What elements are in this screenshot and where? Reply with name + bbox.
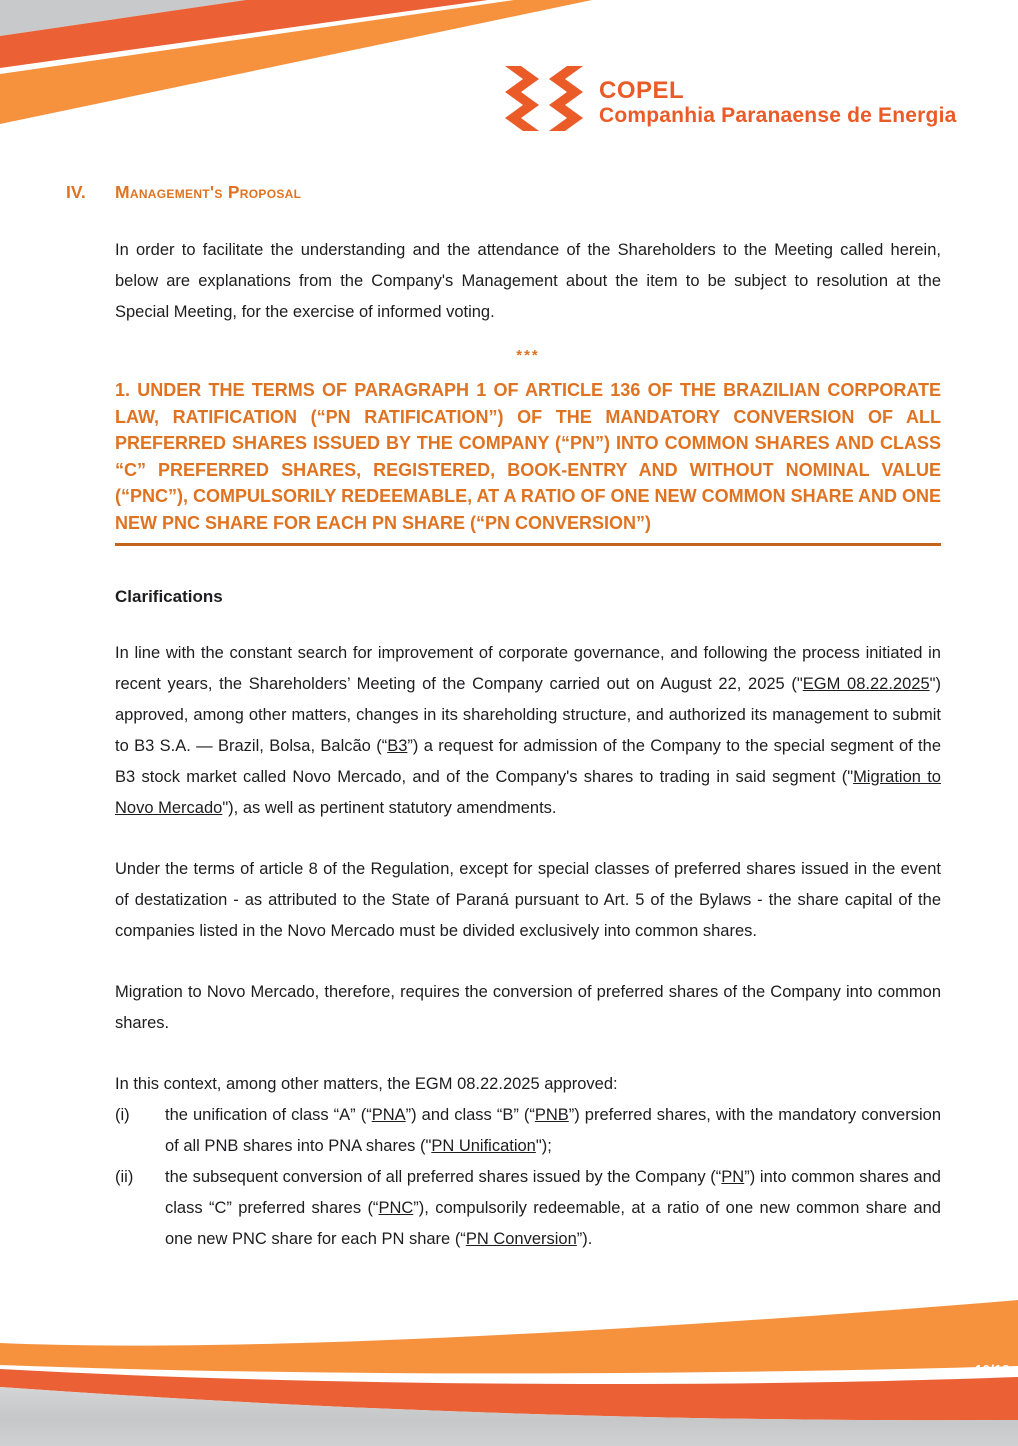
copel-logo-mark-icon bbox=[505, 66, 583, 132]
document-body bbox=[66, 181, 941, 1255]
clarifications-title: Clarifications bbox=[115, 587, 223, 606]
intro-paragraph: In order to facilitate the understanding and the attendance of the Shareholders to the Meeting called herein, below are explanations from the Company's Management about the item to be subject to resolution at the Special Meeting, for the exercise of informed voting. bbox=[115, 241, 941, 321]
asterisk-separator: *** bbox=[516, 347, 540, 364]
clarifications-paragraph-3: Migration to Novo Mercado, therefore, requires the conversion of preferred shares of the Company into common shares. bbox=[115, 983, 941, 1032]
logo-company-subtitle: Companhia Paranaense de Energia bbox=[599, 104, 957, 127]
list-item bbox=[115, 1162, 941, 1255]
list-item bbox=[115, 1100, 941, 1162]
logo-right-ribbon bbox=[549, 66, 583, 131]
copel-logo-text bbox=[599, 66, 957, 128]
clarifications-paragraph-1: In line with the constant search for improvement of corporate governance, and following the process initiated in recent years, the Shareholders’ Meeting of the Company carried out on August 22, 2025 ("EGM 08.22.2025") approved, among other matters, changes in its shareholding structure, and authorized its management to submit to B3 S.A. — Brazil, Bolsa, Balcão (“B3”) a request for admission of the Company to the special segment of the B3 stock market called Novo Mercado, and of the Company's shares to trading in said segment ("Migration to Novo Mercado"), as well as pertinent statutory amendments. bbox=[115, 644, 941, 817]
content-column bbox=[66, 235, 941, 1255]
footer bbox=[0, 1300, 1018, 1446]
section-title: Management's Proposal bbox=[115, 182, 302, 202]
copel-logo bbox=[505, 66, 957, 132]
list-item-marker: (ii) bbox=[115, 1168, 134, 1186]
clarifications-paragraph-4: In this context, among other matters, the EGM 08.22.2025 approved: bbox=[115, 1075, 618, 1093]
page-number: 10/18 bbox=[974, 1362, 1010, 1377]
approved-items-list bbox=[115, 1100, 941, 1255]
list-item-text: the subsequent conversion of all preferred shares issued by the Company (“PN”) into common shares and class “C” preferred shares (“PNC”), compulsorily redeemable, at a ratio of one new common share and one new PNC share for each PN share (“PN Conversion”). bbox=[165, 1168, 941, 1248]
list-item-marker: (i) bbox=[115, 1106, 130, 1124]
resolution-heading: 1. UNDER THE TERMS OF PARAGRAPH 1 OF ARTICLE 136 OF THE BRAZILIAN CORPORATE LAW, RATIFICATION (“PN RATIFICATION”) OF THE MANDATORY CONVERSION OF ALL PREFERRED SHARES ISSUED BY THE COMPANY (“PN”) INTO COMMON SHARES AND CLASS “C” PREFERRED SHARES, REGISTERED, BOOK-ENTRY AND WITHOUT NOMINAL VALUE (“PNC”), COMPULSORILY REDEEMABLE, AT A RATIO OF ONE NEW COMMON SHARE AND ONE NEW PNC SHARE FOR EACH PN SHARE (“PN CONVERSION”) bbox=[115, 377, 941, 546]
section-number: IV. bbox=[66, 182, 86, 202]
logo-company-name: COPEL bbox=[599, 77, 685, 104]
footer-swoosh-decoration bbox=[0, 1300, 1018, 1446]
list-item-text: the unification of class “A” (“PNA”) and class “B” (“PNB”) preferred shares, with the mandatory conversion of all PNB shares into PNA shares ("PN Unification"); bbox=[165, 1106, 942, 1155]
clarifications-paragraph-2: Under the terms of article 8 of the Regulation, except for special classes of preferred shares issued in the event of destatization - as attributed to the State of Paraná pursuant to Art. 5 of the Bylaws - the share capital of the companies listed in the Novo Mercado must be divided exclusively into common shares. bbox=[115, 860, 941, 940]
footer-light-orange-band bbox=[0, 1300, 1018, 1373]
logo-left-ribbon bbox=[505, 66, 539, 131]
section-heading bbox=[66, 181, 941, 203]
